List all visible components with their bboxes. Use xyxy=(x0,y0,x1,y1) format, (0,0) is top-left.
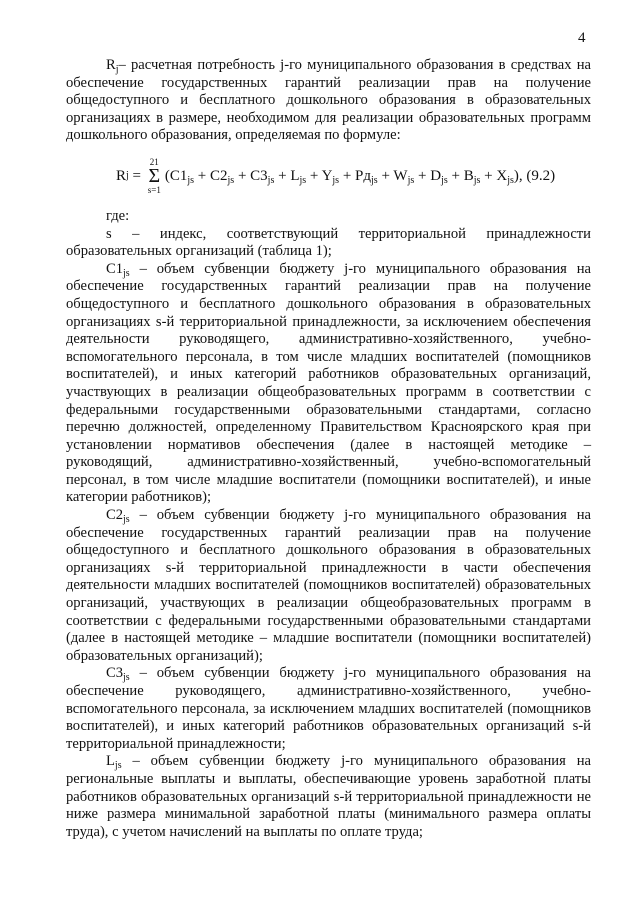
formula-term-base: L xyxy=(290,167,300,184)
formula-term-base: D xyxy=(430,167,442,184)
definition-term-subscript: js xyxy=(123,514,130,526)
formula-term-separator: + xyxy=(377,167,394,184)
formula-term-separator: + xyxy=(234,167,251,184)
formula-term-separator: + xyxy=(274,167,291,184)
intro-paragraph xyxy=(66,57,591,145)
definition-text: – объем субвенции бюджету j-го муниципального образования на обеспечение государственных гарантий реализации прав на получение общедоступного и бесплатного дошкольного образования в образовательных организациях s-й территориальной принадлежности в части обеспечения деятельности младших воспитателей (помощников воспитателей) образовательных организаций, участвующих в реализации общеобразовательных программ в соответствии с федеральными государственными образовательными стандартами (далее в настоящей методике – младшие воспитатели (помощники воспитателей) образовательных организаций); xyxy=(66,507,591,664)
formula-term-base: Y xyxy=(321,167,333,184)
sigma-symbol: Σ xyxy=(148,164,161,187)
where-label: где: xyxy=(106,207,130,224)
formula-term-base: W xyxy=(393,167,408,184)
formula-term-base: C2 xyxy=(210,167,228,184)
formula-term-separator: + xyxy=(480,167,497,184)
formula-term-subscript: js xyxy=(299,174,307,186)
formula-close: ), (9.2) xyxy=(513,167,556,184)
formula-term-separator: + xyxy=(414,167,431,184)
formula-lhs: R xyxy=(116,167,127,184)
page-number: 4 xyxy=(578,30,586,46)
formula-term-separator: + xyxy=(306,167,322,184)
definition-term-subscript: js xyxy=(123,672,130,684)
formula-term-separator: + xyxy=(447,167,464,184)
formula-equals: = xyxy=(128,167,145,184)
formula-term-subscript: js xyxy=(507,174,514,186)
definition-text: – объем субвенции бюджету j-го муниципального образования на региональные выплаты и выплаты, обеспечивающие уровень заработной платы работников образовательных организаций s-й территориальной принадлежности не ниже размера минимальной заработной платы (минимального размера оплаты труда), с учетом начислений на выплаты по оплате труда; xyxy=(66,753,591,840)
definition-paragraph xyxy=(66,261,591,507)
definition-term-subscript: js xyxy=(123,267,130,279)
formula-term-base: B xyxy=(463,167,474,184)
intro-term-subscript: j xyxy=(115,64,119,75)
definition-paragraph xyxy=(66,753,591,841)
definition-term: C3 xyxy=(106,665,124,682)
formula-term-subscript: js xyxy=(267,174,275,186)
formula-term-separator: + xyxy=(194,167,210,184)
summation xyxy=(148,158,161,195)
formula-term-subscript: js xyxy=(332,174,340,186)
formula-term-base: C1 xyxy=(169,167,188,184)
formula-term-subscript: js xyxy=(473,174,481,186)
definition-term: s xyxy=(106,225,112,242)
definition-term: C2 xyxy=(106,507,124,524)
formula-term-subscript: js xyxy=(371,174,378,186)
formula-9-2: R j = 21 Σ s=1 ( $C1_{js} + C2_{js} + C3_{js} + L_{js} + Y_{js} + Pд_{js} + W_{js} + D_{js} + B_{js} + X_{js}$ ), (9.2) xyxy=(116,156,556,195)
sum-lower-limit: s=1 xyxy=(147,184,161,195)
definition-text: – объем субвенции бюджету j-го муниципального образования на обеспечение государственных гарантий реализации прав на получение общедоступного и бесплатного дошкольного образования в образовательных организациях s-й территориальной принадлежности, за исключением обеспечения деятельности руководящего, административно-хозяйственного, учебно-вспомогательного персонала, в том числе младших воспитателей (помощников воспитателей), и иных категорий работников образовательных организаций, участвующих в реализации общеобразовательных программ в соответствии с федеральными государственными образовательными стандартами, согласно перечню должностей, определенному Правительством Красноярского края при установлении нормативов обеспечения (далее в настоящей методике – руководящий, административно-хозяйственный, учебно-вспомогательный персонал, в том числе младшие воспитатели (помощники воспитателей), и иные категории работников); xyxy=(66,260,591,506)
definition-term: C1 xyxy=(106,260,124,277)
definitions-list xyxy=(66,226,591,842)
definition-text: – индекс, соответствующий территориальной принадлежности образовательных организаций (таблица 1); xyxy=(66,225,591,260)
definition-term: L xyxy=(106,753,115,770)
formula-term-subscript: js xyxy=(407,174,415,186)
document-body xyxy=(66,57,591,841)
formula-term-subscript: js xyxy=(187,174,195,186)
definition-paragraph xyxy=(66,226,591,261)
formula-term-subscript: js xyxy=(227,174,235,186)
formula-terms xyxy=(170,168,514,186)
formula-term-base: C3 xyxy=(250,167,268,184)
formula-term-separator: + xyxy=(339,167,356,184)
intro-term: R xyxy=(106,57,116,73)
definition-term-subscript: js xyxy=(114,760,122,772)
definition-text: – объем субвенции бюджету j-го муниципального образования на обеспечение руководящего, административно-хозяйственного, учебно-вспомогательного персонала, за исключением младших воспитателей (помощников воспитателей), и иных категорий работников образовательных организаций s-й территориальной принадлежности; xyxy=(66,665,591,752)
intro-text: – расчетная потребность j-го муниципального образования в средствах на обеспечение государственных гарантий реализации прав на получение общедоступного и бесплатного дошкольного образования в образовательных организациях в размере, необходимом для реализации образовательных программ дошкольного образования, определяемая по формуле: xyxy=(66,57,591,144)
definition-paragraph xyxy=(66,665,591,753)
formula-term-base: Pд xyxy=(355,167,372,184)
definition-paragraph xyxy=(66,507,591,665)
formula-open-paren: ( xyxy=(164,167,170,184)
formula-term-subscript: js xyxy=(441,174,448,186)
sum-upper-limit: 21 xyxy=(149,156,159,167)
formula-term-base: X xyxy=(496,167,508,184)
